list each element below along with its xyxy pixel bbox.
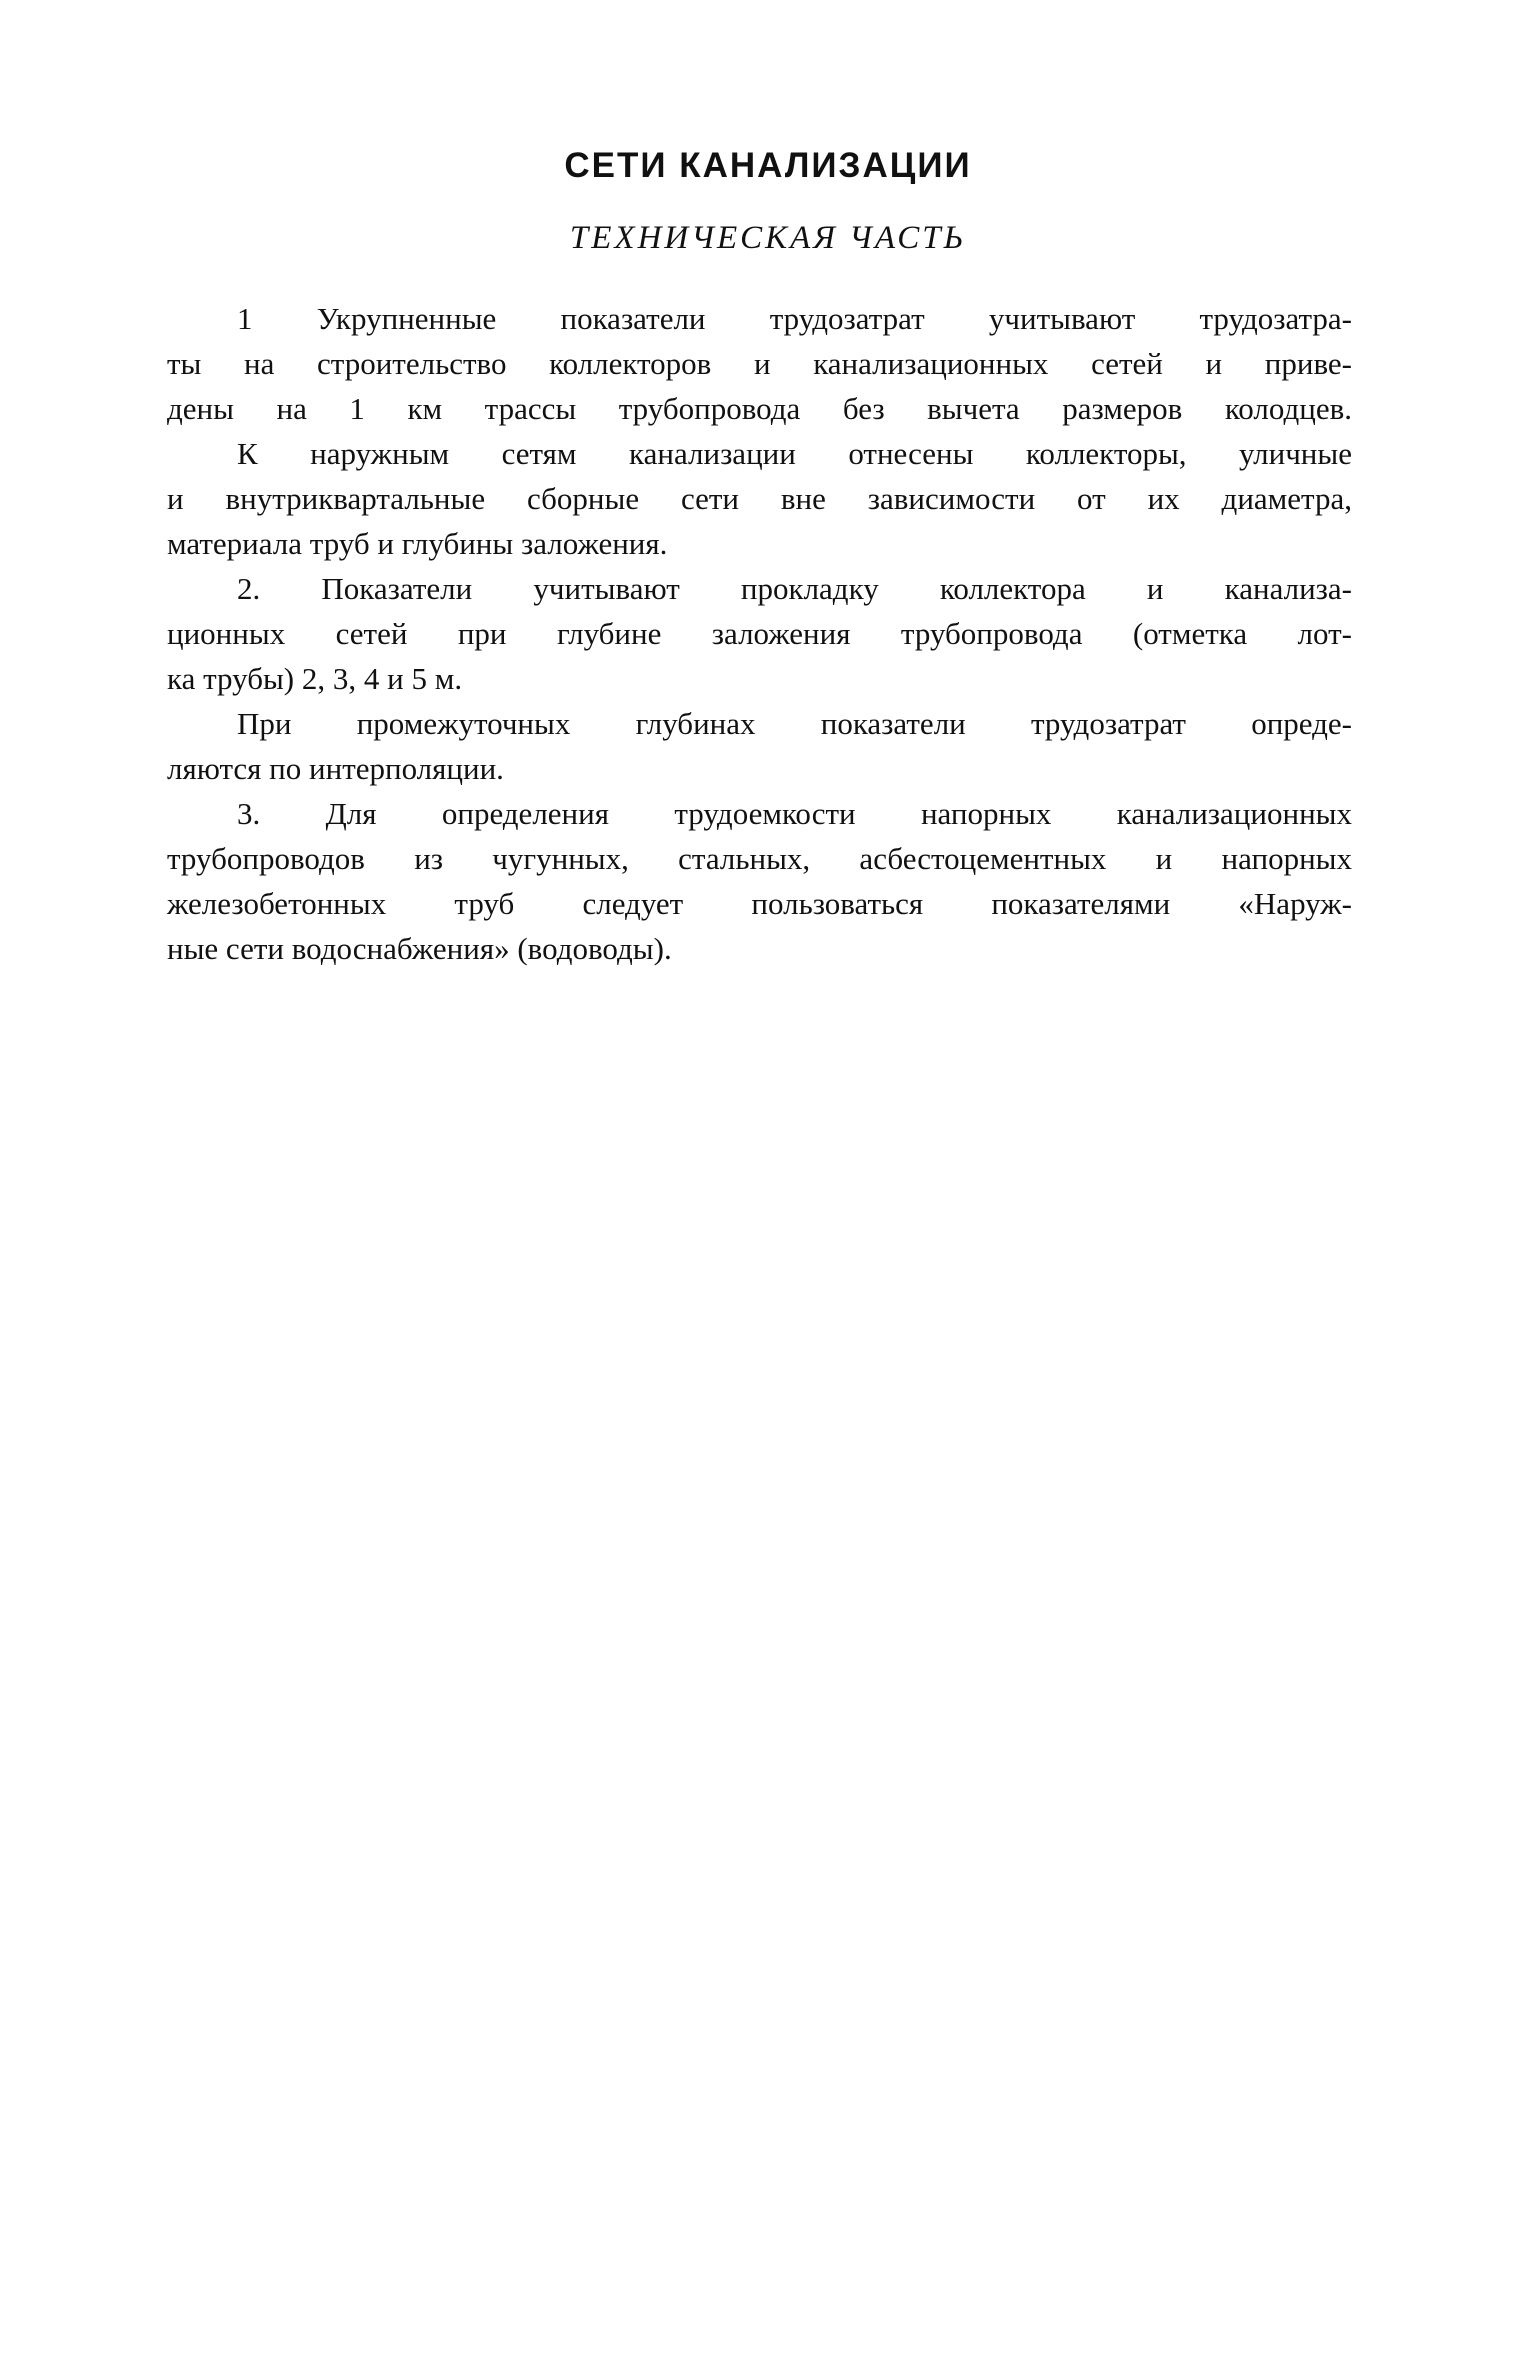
text-line: дены на 1 км трассы трубопровода без вычета размеров колодцев.	[167, 391, 1352, 426]
text-line: железобетонных труб следует пользоваться показателями «Наруж-	[167, 886, 1352, 921]
text-line: ные сети водоснабжения» (водоводы).	[167, 931, 672, 966]
text-line: и внутриквартальные сборные сети вне зависимости от их диаметра,	[167, 481, 1352, 516]
text-line: 1 Укрупненные показатели трудозатрат учитывают трудозатра-	[237, 301, 1352, 336]
text-line: При промежуточных глубинах показатели трудозатрат опреде-	[237, 706, 1352, 741]
section-subtitle: ТЕХНИЧЕСКАЯ ЧАСТЬ	[569, 220, 967, 256]
text-line: 3. Для определения трудоемкости напорных канализационных	[237, 796, 1352, 831]
text-line: трубопроводов из чугунных, стальных, асбестоцементных и напорных	[167, 841, 1352, 876]
body-text	[167, 296, 1352, 971]
text-line: 2. Показатели учитывают прокладку коллектора и канализа-	[237, 571, 1352, 606]
text-line: ты на строительство коллекторов и канализационных сетей и приве-	[167, 346, 1352, 381]
text-line: К наружным сетям канализации отнесены коллекторы, уличные	[237, 436, 1352, 471]
text-line: ка трубы) 2, 3, 4 и 5 м.	[167, 661, 463, 696]
page-title: СЕТИ КАНАЛИЗАЦИИ	[564, 146, 972, 185]
text-line: материала труб и глубины заложения.	[167, 526, 668, 561]
text-line: ционных сетей при глубине заложения трубопровода (отметка лот-	[167, 616, 1352, 651]
text-line: ляются по интерполяции.	[167, 751, 504, 786]
